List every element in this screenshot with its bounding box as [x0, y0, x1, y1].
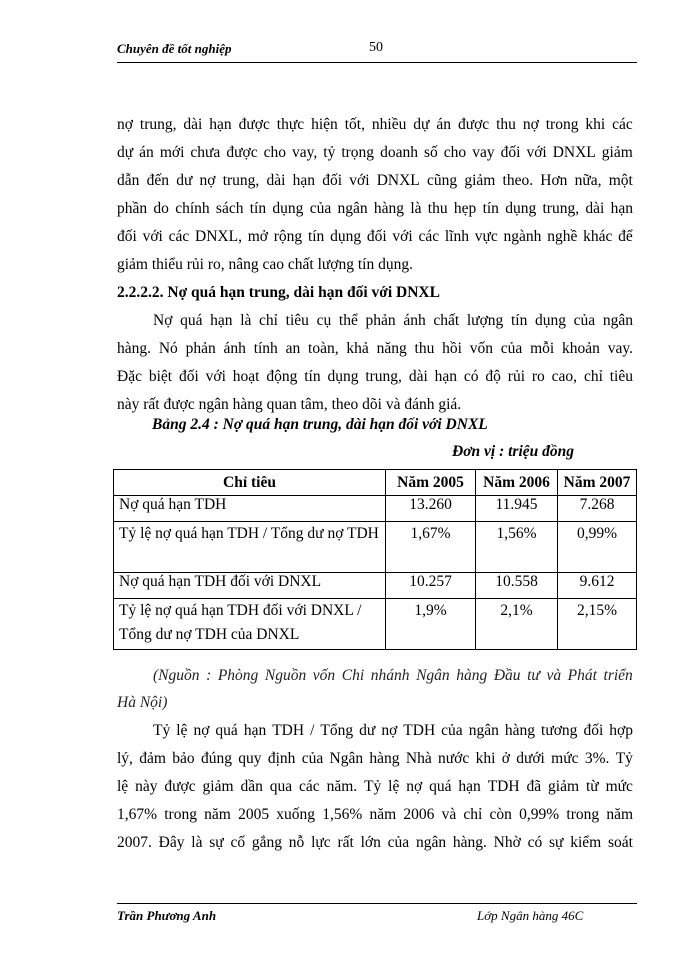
cell-2007: 7.268 [558, 496, 637, 522]
paragraph-line: 2007. Đây là sự cố gắng nỗ lực rất lớn của ngân hàng. Nhờ có sự kiểm soát [117, 834, 633, 851]
header-cell: Năm 2006 [476, 470, 558, 496]
footer-author: Trần Phương Anh [117, 908, 217, 923]
paragraph-line: Tỷ lệ nợ quá hạn TDH / Tổng dư nợ TDH của ngân hàng tương đối hợp [153, 722, 633, 739]
paragraph-line: đối với các DNXL, mở rộng tín dụng đối với các lĩnh vực ngành nghề khác để [117, 228, 633, 245]
row-label: Nợ quá hạn TDH [114, 496, 386, 522]
page-number: 50 [369, 40, 383, 55]
paragraph-line: giảm thiểu rủi ro, nâng cao chất lượng tín dụng. [117, 256, 413, 273]
paragraph-line: Nợ quá hạn là chỉ tiêu cụ thể phản ánh chất lượng tín dụng của ngân [153, 312, 633, 329]
cell-2007: 2,15% [558, 599, 637, 650]
paragraph-line: này rất được ngân hàng quan tâm, theo dõi và đánh giá. [117, 396, 462, 413]
row-label: Tỷ lệ nợ quá hạn TDH / Tổng dư nợ TDH [114, 522, 386, 573]
paragraph-line: Đặc biệt đối với hoạt động tín dụng trung, dài hạn có độ rủi ro cao, chỉ tiêu [117, 368, 633, 385]
paragraph-line: phần do chính sách tín dụng của ngân hàng là thu hẹp tín dụng trung, dài hạn [117, 200, 633, 217]
paragraph-line: lệ này được giảm dần qua các năm. Tỷ lệ nợ quá hạn TDH đã giảm từ mức [117, 778, 633, 795]
cell-2006: 10.558 [476, 573, 558, 599]
header-cell: Chỉ tiêu [114, 470, 386, 496]
overdue-debt-table [113, 469, 637, 650]
cell-2006: 2,1% [476, 599, 558, 650]
row-label: Tỷ lệ nợ quá hạn TDH đối với DNXL / Tổng dư nợ TDH của DNXL [114, 599, 386, 650]
table-unit: Đơn vị : triệu đồng [452, 443, 574, 460]
page-header [117, 40, 637, 63]
paragraph-line: 1,67% trong năm 2005 xuống 1,56% năm 2006 và chỉ còn 0,99% trong năm [117, 806, 633, 823]
table-row [114, 522, 637, 573]
cell-2005: 13.260 [386, 496, 476, 522]
cell-2005: 10.257 [386, 573, 476, 599]
cell-2007: 9.612 [558, 573, 637, 599]
paragraph-line: dẫn đến dư nợ trung, dài hạn đối với DNXL cũng giảm theo. Hơn nữa, một [117, 172, 633, 189]
header-cell: Năm 2005 [386, 470, 476, 496]
table-header-row [114, 470, 637, 496]
table-row [114, 573, 637, 599]
page-footer [117, 903, 637, 923]
cell-2005: 1,9% [386, 599, 476, 650]
header-cell: Năm 2007 [558, 470, 637, 496]
cell-2006: 11.945 [476, 496, 558, 522]
paragraph-line: lý, đảm bảo đúng quy định của Ngân hàng Nhà nước khi ở dưới mức 3%. Tỷ [117, 750, 633, 767]
table-source: (Nguồn : Phòng Nguồn vốn Chi nhánh Ngân hàng Đầu tư và Phát triển [153, 667, 633, 684]
row-label: Nợ quá hạn TDH đối với DNXL [114, 573, 386, 599]
cell-2006: 1,56% [476, 522, 558, 573]
cell-2007: 0,99% [558, 522, 637, 573]
section-heading: 2.2.2.2. Nợ quá hạn trung, dài hạn đối với DNXL [117, 284, 440, 301]
footer-class: Lớp Ngân hàng 46C [477, 908, 584, 923]
table-row [114, 496, 637, 522]
cell-2005: 1,67% [386, 522, 476, 573]
table-caption: Bảng 2.4 : Nợ quá hạn trung, dài hạn đối với DNXL [152, 416, 488, 433]
table-source-cont: Hà Nội) [117, 694, 168, 711]
table-row [114, 599, 637, 650]
paragraph-line: hàng. Nó phản ánh tính an toàn, khả năng thu hồi vốn của mỗi khoản vay. [117, 340, 633, 357]
document-title: Chuyên đề tốt nghiệp [117, 41, 232, 56]
paragraph-line: nợ trung, dài hạn được thực hiện tốt, nhiều dự án được thu nợ trong khi các [117, 116, 633, 133]
paragraph-line: dự án mới chưa được cho vay, tỷ trọng doanh số cho vay đối với DNXL giảm [117, 144, 633, 161]
